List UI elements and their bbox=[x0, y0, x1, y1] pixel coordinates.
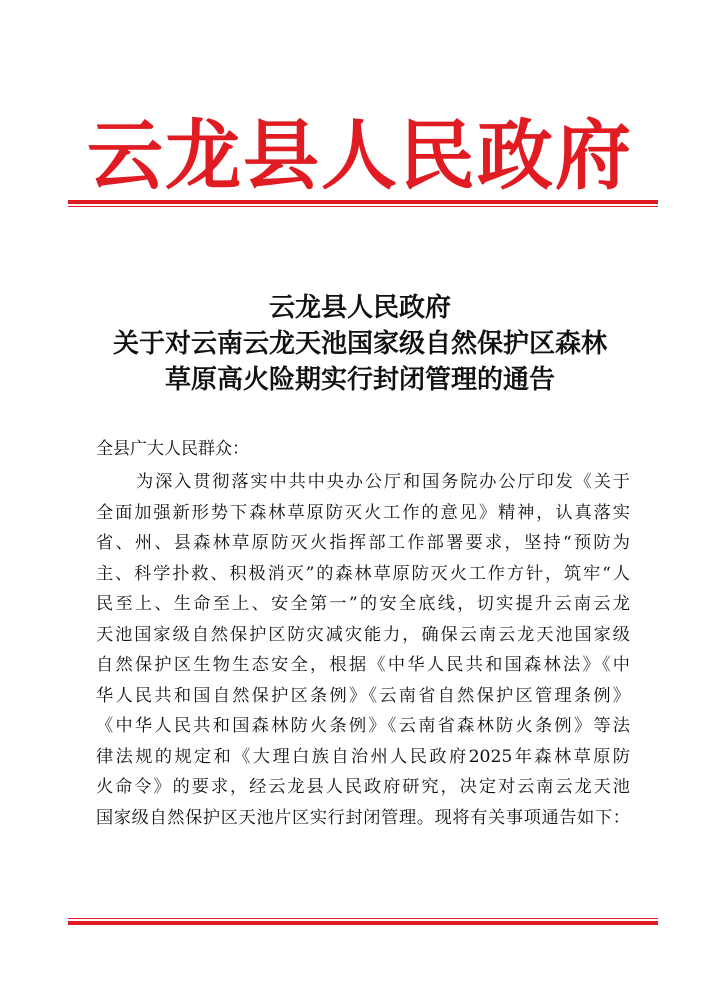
body-line: 《中华人民共和国森林防火条例》《云南省森林防火条例》等法 bbox=[96, 716, 630, 736]
body-line: 天池国家级自然保护区防灾减灾能力，确保云南云龙天池国家级 bbox=[96, 624, 630, 645]
body-line: 为深入贯彻落实中共中央办公厅和国务院办公厅印发《关于 bbox=[136, 472, 630, 492]
masthead-divider-thick bbox=[68, 200, 658, 204]
body-paragraph bbox=[96, 467, 630, 833]
body-line: 火命令》的要求，经云龙县人民政府研究，决定对云南云龙天池 bbox=[96, 777, 630, 797]
document-title-line-3: 草原高火险期实行封闭管理的通告 bbox=[164, 365, 555, 395]
body-line: 全面加强新形势下森林草原防灭火工作的意见》精神，认真落实 bbox=[96, 502, 630, 523]
footer-divider-thick bbox=[68, 921, 658, 925]
body-line: 民至上、生命至上、安全第一”的安全底线，切实提升云南云龙 bbox=[96, 594, 630, 614]
body-line: 省、州、县森林草原防灭火指挥部工作部署要求，坚持“预防为 bbox=[96, 533, 630, 553]
document-title-line-1: 云龙县人民政府 bbox=[268, 293, 451, 323]
body-line: 律法规的规定和《大理白族自治州人民政府2025年森林草原防 bbox=[96, 746, 630, 767]
footer-divider-thin bbox=[68, 918, 658, 919]
masthead-divider-thin bbox=[68, 206, 658, 207]
body-line: 自然保护区生物生态安全，根据《中华人民共和国森林法》《中 bbox=[96, 655, 630, 675]
salutation: 全县广大人民群众： bbox=[96, 439, 249, 459]
document-title-line-2: 关于对云南云龙天池国家级自然保护区森林 bbox=[112, 329, 607, 359]
document-title bbox=[60, 290, 660, 398]
body-line: 国家级自然保护区天池片区实行封闭管理。现将有关事项通告如下： bbox=[96, 807, 630, 828]
body-line: 主、科学扑救、积极消灭”的森林草原防灭火工作方针，筑牢“人 bbox=[96, 563, 630, 584]
masthead-title: 云龙县人民政府 bbox=[87, 111, 633, 200]
body-line: 华人民共和国自然保护区条例》《云南省自然保护区管理条例》 bbox=[96, 685, 630, 706]
